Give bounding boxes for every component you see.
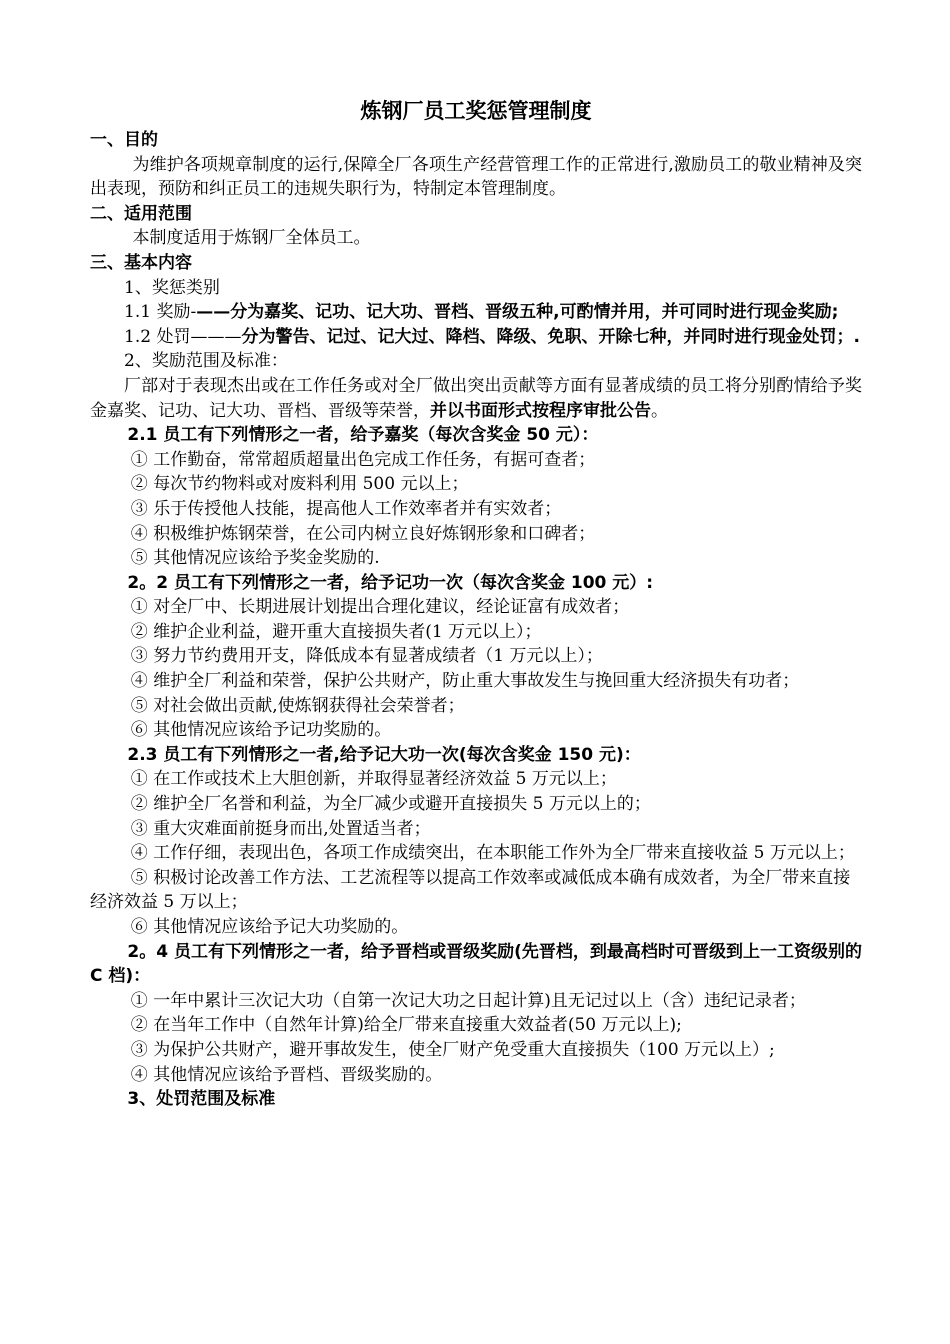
reward-category-label: 1.1 奖励- — [124, 302, 197, 323]
purpose-text: 为维护各项规章制度的运行,保障全厂各项生产经营管理工作的正常进行,激励员工的敬业精神及突出表现，预防和纠正员工的违规失职行为，特制定本管理制度。 — [90, 154, 862, 200]
list-item: ② 维护企业利益，避开重大直接损失者(1 万元以上）； — [130, 621, 542, 642]
reward-intro — [90, 374, 862, 423]
list-item: ① 对全厂中、长期进展计划提出合理化建议，经论证富有成效者； — [130, 597, 630, 618]
section-heading-purpose: 一、目的 — [90, 130, 158, 150]
rule-heading-major-merit: 2.3 员工有下列情形之一者,给予记大功一次(每次含奖金 150 元)： — [127, 744, 641, 765]
list-item: ④ 其他情况应该给予晋档、晋级奖励的。 — [130, 1064, 443, 1085]
list-item: ① 工作勤奋，常常超质超量出色完成工作任务，有据可查者； — [130, 449, 596, 470]
list-item: ④ 积极维护炼钢荣誉，在公司内树立良好炼钢形象和口碑者； — [130, 523, 596, 544]
list-item: ④ 维护全厂利益和荣誉，保护公共财产，防止重大事故发生与挽回重大经济损失有功者； — [130, 671, 800, 692]
list-item: ④ 工作仔细，表现出色，各项工作成绩突出，在本职能工作外为全厂带来直接收益 5 万元以上； — [130, 843, 855, 864]
section-heading-content: 三、基本内容 — [90, 252, 192, 273]
list-item: ① 在工作或技术上大胆创新，并取得显著经济效益 5 万元以上； — [130, 769, 617, 790]
subheading-penalty-scope: 3、处罚范围及标准 — [127, 1089, 276, 1110]
penalty-category — [90, 325, 862, 350]
list-item: ③ 乐于传授他人技能，提高他人工作效率者并有实效者； — [130, 498, 562, 519]
list-item: ⑥ 其他情况应该给予记功奖励的。 — [130, 720, 392, 741]
reward-category-text: ——分为嘉奖、记功、记大功、晋档、晋级五种,可酌情并用，并可同时进行现金奖励; — [196, 302, 839, 323]
list-item: ② 每次节约物料或对废料利用 500 元以上； — [130, 474, 469, 495]
reward-intro-text: 厂部对于表现杰出或在工作任务或对全厂做出突出贡献等方面有显著成绩的员工将分别酌情给予奖金嘉奖、记功、记大功、晋档、晋级等荣誉， — [90, 375, 862, 421]
rule-heading-merit: 2。2 员工有下列情形之一者，给予记功一次（每次含奖金 100 元）: — [127, 572, 654, 593]
scope-text: 本制度适用于炼钢厂全体员工。 — [132, 228, 371, 249]
rule-heading-promotion: 2。4 员工有下列情形之一者，给予晋档或晋级奖励(先晋档，到最高档时可晋级到上一工资级别的 C 档)： — [90, 941, 862, 987]
rule-heading-commendation: 2.1 员工有下列情形之一者，给予嘉奖（每次含奖金 50 元）： — [127, 425, 599, 446]
section-heading-scope: 二、适用范围 — [90, 203, 192, 224]
document-page — [90, 96, 862, 1112]
list-item: ① 一年中累计三次记大功（自第一次记大功之日起计算)且无记过以上（含）违纪记录者； — [130, 990, 806, 1011]
list-item: ② 维护全厂名誉和利益，为全厂减少或避开直接损失 5 万元以上的； — [130, 794, 651, 815]
list-item: ⑤ 对社会做出贡献,使炼钢获得社会荣誉者； — [130, 695, 465, 716]
list-item: ⑤ 其他情况应该给予奖金奖励的. — [130, 548, 380, 569]
penalty-category-label: 1.2 处罚——— — [124, 326, 242, 347]
reward-intro-end: 。 — [651, 400, 668, 421]
subheading-categories: 1、奖惩类别 — [124, 277, 220, 298]
subheading-reward-scope: 2、奖励范围及标准： — [124, 351, 288, 372]
list-item: ⑤ 积极讨论改善工作方法、工艺流程等以提高工作效率或减低成本确有成效者，为全厂带来直接经济效益 5 万以上； — [90, 867, 851, 913]
list-item: ② 在当年工作中（自然年计算)给全厂带来直接重大效益者(50 万元以上); — [130, 1015, 682, 1036]
list-item: ③ 重大灾难面前挺身而出,处置适当者； — [130, 818, 431, 839]
penalty-category-text: 分为警告、记过、记大过、降档、降级、免职、开除七种，并同时进行现金处罚；. — [241, 326, 860, 347]
list-item: ⑥ 其他情况应该给予记大功奖励的。 — [130, 917, 409, 937]
list-item: ③ 努力节约费用开支，降低成本有显著成绩者（1 万元以上）； — [130, 646, 603, 667]
list-item: ③ 为保护公共财产，避开事故发生，使全厂财产免受重大直接损失（100 万元以上）; — [130, 1039, 775, 1060]
reward-category — [90, 300, 862, 325]
document-title: 炼钢厂员工奖惩管理制度 — [360, 99, 592, 123]
reward-intro-bold: 并以书面形式按程序审批公告 — [430, 400, 651, 421]
